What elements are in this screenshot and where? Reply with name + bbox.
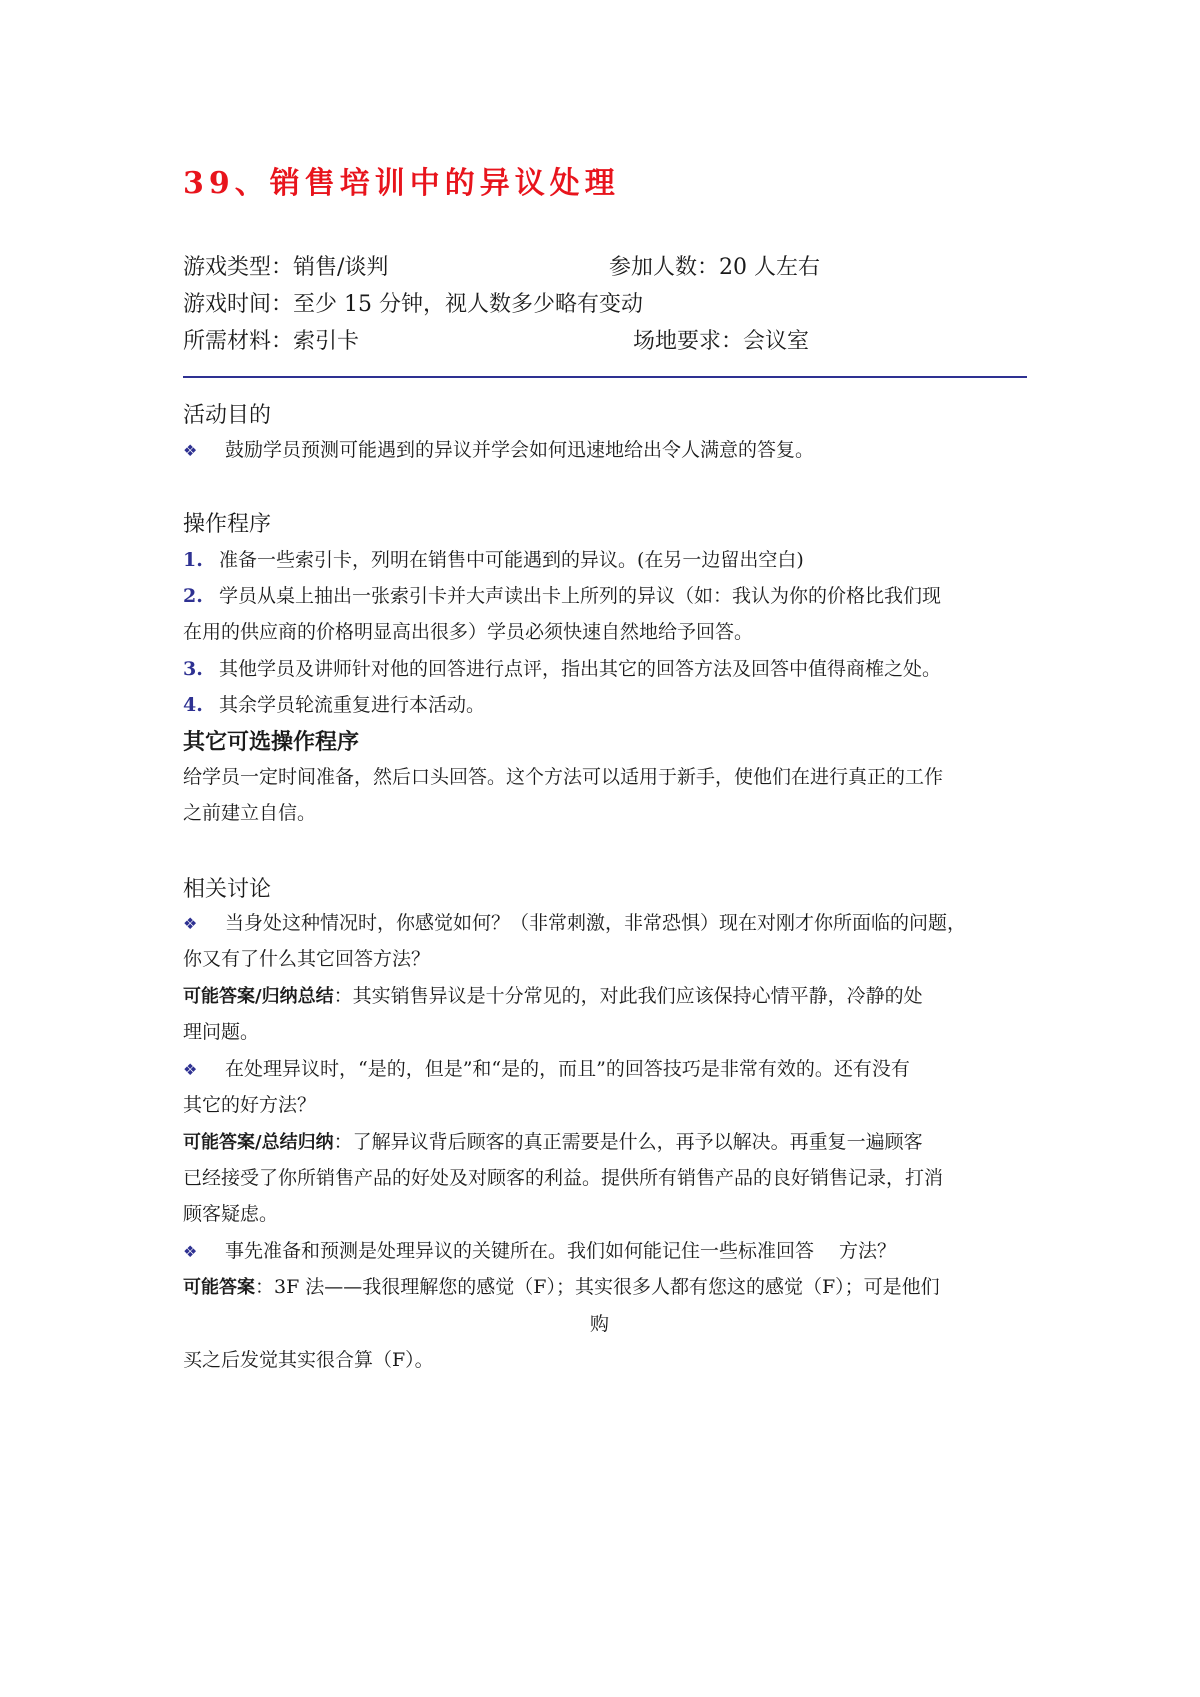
question-text: 在处理异议时，“是的，但是”和“是的，而且”的回答技巧是非常有效的。还有没有 [225,1058,910,1080]
diamond-bullet-icon: ❖ [183,441,198,460]
answer-text: ：3F 法——我很理解您的感觉（F）；其实很多人都有您这的感觉（F）；可是他们 [255,1276,940,1298]
alternative-line: 之前建立自信。 [183,802,317,824]
answer-continuation: 顾客疑虑。 [183,1203,279,1225]
alternative-heading: 其它可选操作程序 [183,730,360,755]
diamond-bullet-icon: ❖ [183,1060,198,1079]
section-divider [183,376,1027,378]
discussion-question [183,1233,1031,1270]
step-number: 1. [183,549,203,571]
question-text: 事先准备和预测是处理异议的关键所在。我们如何能记住一些标准回答 方法？ [225,1240,897,1262]
step-text: 学员从桌上抽出一张索引卡并大声读出卡上所列的异议（如：我认为你的价格比我们现 [219,585,942,607]
discussion-question [183,905,1031,942]
alternative-line: 给学员一定时间准备，然后口头回答。这个方法可以适用于新手，使他们在进行真正的工作 [183,766,944,788]
procedure-step [183,542,1031,578]
purpose-text: 鼓励学员预测可能遇到的异议并学会如何迅速地给出令人满意的答复。 [225,439,815,461]
step-text: 其他学员及讲师针对他的回答进行点评，指出其它的回答方法及回答中值得商榷之处。 [219,658,942,680]
required-materials: 所需材料：索引卡 [183,329,360,354]
procedure-heading: 操作程序 [183,512,272,537]
game-type: 游戏类型：销售/谈判 [183,255,389,280]
procedure-step [183,578,1031,614]
answer-label: 可能答案/总结归纳 [183,1132,334,1153]
procedure-step [183,687,1031,723]
participant-count: 参加人数：20 人左右 [609,255,820,280]
page-title: 39、销售培训中的异议处理 [183,166,620,201]
step-number: 2. [183,585,203,607]
purpose-heading: 活动目的 [183,403,272,428]
step-number: 4. [183,694,203,716]
purpose-item [183,432,1031,469]
step-text: 其余学员轮流重复进行本活动。 [219,694,486,716]
question-continuation: 其它的好方法？ [183,1094,317,1116]
answer-continuation: 已经接受了你所销售产品的好处及对顾客的利益。提供所有销售产品的良好销售记录，打消 [183,1167,944,1189]
step-continuation: 在用的供应商的价格明显高出很多）学员必须快速自然地给予回答。 [183,621,754,643]
diamond-bullet-icon: ❖ [183,1242,198,1261]
step-text: 准备一些索引卡，列明在销售中可能遇到的异议。(在另一边留出空白) [219,549,804,571]
answer-continuation: 理问题。 [183,1021,260,1043]
venue-requirement: 场地要求：会议室 [633,329,810,354]
question-continuation: 你又有了什么其它回答方法？ [183,948,431,970]
discussion-heading: 相关讨论 [183,877,272,902]
answer-text: ：其实销售异议是十分常见的，对此我们应该保持心情平静，冷静的处 [333,985,923,1007]
answer-text: ：了解异议背后顾客的真正需要是什么，再予以解决。再重复一遍顾客 [333,1131,923,1153]
discussion-answer [183,978,1031,1015]
discussion-question [183,1051,1031,1088]
step-number: 3. [183,658,203,680]
question-text: 当身处这种情况时，你感觉如何？（非常刺激，非常恐惧）现在对刚才你所面临的问题， [225,912,967,934]
answer-continuation: 买之后发觉其实很合算（F）。 [183,1349,434,1371]
answer-label: 可能答案/归纳总结 [183,986,334,1007]
diamond-bullet-icon: ❖ [183,914,198,933]
discussion-answer [183,1124,1031,1161]
game-duration: 游戏时间：至少 15 分钟，视人数多少略有变动 [183,292,643,317]
answer-label: 可能答案 [183,1277,255,1298]
answer-continuation: 购 [590,1313,610,1335]
discussion-answer [183,1269,1031,1306]
procedure-step [183,651,1031,687]
